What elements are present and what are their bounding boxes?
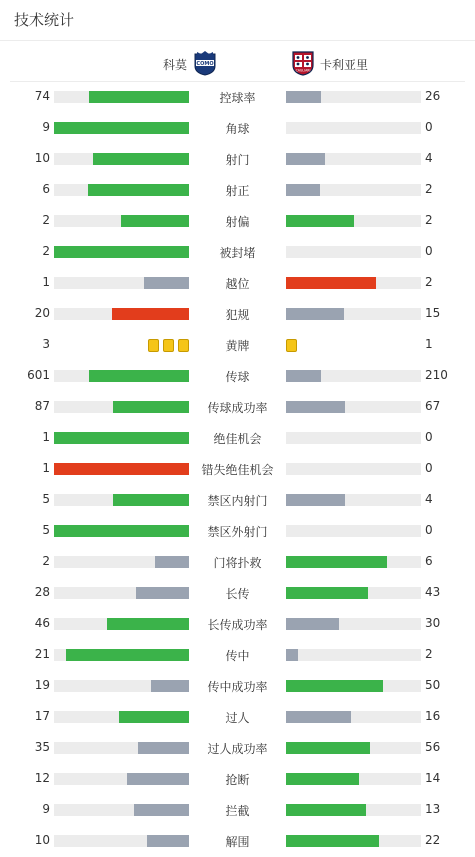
home-value: 9 <box>42 120 50 134</box>
stat-label: 门将扑救 <box>213 556 262 570</box>
stat-row <box>0 670 475 701</box>
away-value: 13 <box>425 802 441 816</box>
stat-row <box>0 391 475 422</box>
away-bar-track <box>286 556 421 568</box>
away-bar-track <box>286 153 421 165</box>
away-bar-track <box>286 463 421 475</box>
stat-row <box>0 763 475 794</box>
stat-label: 过人 <box>225 711 250 725</box>
away-bar-track <box>286 680 421 692</box>
home-value: 87 <box>34 399 50 413</box>
stats-list <box>0 81 475 856</box>
away-value: 30 <box>425 616 441 630</box>
away-bar-track <box>286 401 421 413</box>
stat-row <box>0 360 475 391</box>
stat-label: 传中 <box>225 649 250 663</box>
yellow-card-icon <box>286 339 297 352</box>
home-bar-fill <box>113 494 189 506</box>
home-bar-fill <box>54 246 189 258</box>
stat-label: 黄牌 <box>225 339 250 353</box>
home-bar-track <box>54 91 189 103</box>
stat-row <box>0 422 475 453</box>
home-bar-fill <box>138 742 189 754</box>
stat-label: 射正 <box>225 184 250 198</box>
away-value: 6 <box>425 554 433 568</box>
stat-row <box>0 484 475 515</box>
away-bar-fill <box>286 153 325 165</box>
away-value: 2 <box>425 647 433 661</box>
away-team[interactable] <box>292 50 368 79</box>
home-bar-fill <box>112 308 189 320</box>
home-value: 19 <box>34 678 50 692</box>
stat-row <box>0 267 475 298</box>
home-bar-fill <box>54 463 189 475</box>
stat-label: 长传成功率 <box>207 618 268 632</box>
home-value: 1 <box>42 461 50 475</box>
home-bar-track <box>54 835 189 847</box>
home-value: 601 <box>27 368 50 382</box>
away-bar-track <box>286 494 421 506</box>
away-value: 16 <box>425 709 441 723</box>
home-bar-track <box>54 711 189 723</box>
yellow-card-icon <box>178 339 189 352</box>
home-bar-fill <box>93 153 189 165</box>
home-yellow-cards <box>148 339 189 352</box>
away-bar-fill <box>286 618 339 630</box>
home-bar-track <box>54 277 189 289</box>
home-bar-track <box>54 618 189 630</box>
home-bar-fill <box>107 618 189 630</box>
home-value: 46 <box>34 616 50 630</box>
stat-label: 禁区内射门 <box>207 494 268 508</box>
away-bar-fill <box>286 215 354 227</box>
away-value: 14 <box>425 771 441 785</box>
home-value: 2 <box>42 213 50 227</box>
away-value: 15 <box>425 306 441 320</box>
home-bar-track <box>54 742 189 754</box>
away-bar-track <box>286 91 421 103</box>
home-bar-fill <box>113 401 189 413</box>
stat-row <box>0 112 475 143</box>
away-value: 2 <box>425 182 433 196</box>
page-title: 技术统计 <box>14 11 75 29</box>
home-bar-fill <box>54 122 189 134</box>
stat-row <box>0 453 475 484</box>
away-bar-fill <box>286 680 383 692</box>
home-value: 1 <box>42 275 50 289</box>
stat-label: 射偏 <box>225 215 250 229</box>
stat-row <box>0 143 475 174</box>
stat-label: 射门 <box>225 153 250 167</box>
away-bar-track <box>286 122 421 134</box>
home-value: 20 <box>34 306 50 320</box>
away-value: 43 <box>425 585 441 599</box>
home-value: 3 <box>42 337 50 351</box>
away-bar-track <box>286 618 421 630</box>
stat-label: 控球率 <box>219 91 256 105</box>
away-bar-fill <box>286 804 366 816</box>
home-bar-track <box>54 122 189 134</box>
stat-label: 传球成功率 <box>207 401 268 415</box>
home-bar-track <box>54 401 189 413</box>
away-value: 0 <box>425 461 433 475</box>
home-bar-fill <box>121 215 189 227</box>
home-bar-fill <box>89 370 189 382</box>
stat-row <box>0 236 475 267</box>
home-bar-track <box>54 432 189 444</box>
stat-label: 传中成功率 <box>207 680 268 694</box>
home-bar-track <box>54 556 189 568</box>
away-bar-track <box>286 835 421 847</box>
away-team-name: 卡利亚里 <box>320 58 369 72</box>
home-bar-fill <box>66 649 189 661</box>
stat-label: 解围 <box>225 835 250 849</box>
home-value: 17 <box>34 709 50 723</box>
away-logo-text: CAGLIARI <box>295 68 311 73</box>
away-bar-track <box>286 773 421 785</box>
home-bar-fill <box>144 277 189 289</box>
away-bar-fill <box>286 308 344 320</box>
away-bar-fill <box>286 835 379 847</box>
away-value: 4 <box>425 151 433 165</box>
away-bar-track <box>286 804 421 816</box>
home-bar-fill <box>88 184 189 196</box>
como-crest-icon <box>193 50 217 79</box>
stat-row <box>0 515 475 546</box>
away-value: 2 <box>425 275 433 289</box>
stat-row <box>0 329 475 360</box>
home-bar-track <box>54 649 189 661</box>
away-value: 1 <box>425 337 433 351</box>
home-value: 9 <box>42 802 50 816</box>
home-value: 1 <box>42 430 50 444</box>
home-bar-track <box>54 153 189 165</box>
home-bar-track <box>54 525 189 537</box>
away-bar-track <box>286 649 421 661</box>
home-value: 5 <box>42 492 50 506</box>
away-bar-fill <box>286 184 320 196</box>
away-value: 4 <box>425 492 433 506</box>
away-bar-track <box>286 277 421 289</box>
home-bar-fill <box>151 680 189 692</box>
away-value: 50 <box>425 678 441 692</box>
stat-row <box>0 608 475 639</box>
stat-row <box>0 205 475 236</box>
stat-label: 长传 <box>225 587 250 601</box>
away-value: 2 <box>425 213 433 227</box>
home-team-name: 科莫 <box>162 58 187 72</box>
away-bar-fill <box>286 773 359 785</box>
home-value: 35 <box>34 740 50 754</box>
home-value: 2 <box>42 554 50 568</box>
stat-row <box>0 81 475 112</box>
top-divider <box>0 40 475 41</box>
stat-label: 过人成功率 <box>207 742 268 756</box>
home-bar-track <box>54 804 189 816</box>
stat-row <box>0 174 475 205</box>
stat-label: 绝佳机会 <box>213 432 262 446</box>
stat-row <box>0 639 475 670</box>
away-bar-track <box>286 711 421 723</box>
home-bar-track <box>54 463 189 475</box>
home-logo-text: COMO <box>196 61 214 67</box>
away-bar-track <box>286 308 421 320</box>
away-value: 22 <box>425 833 441 847</box>
home-team[interactable] <box>163 50 217 79</box>
away-bar-fill <box>286 742 370 754</box>
away-value: 56 <box>425 740 441 754</box>
away-bar-track <box>286 742 421 754</box>
home-bar-track <box>54 370 189 382</box>
away-bar-track <box>286 432 421 444</box>
stat-label: 越位 <box>225 277 250 291</box>
home-bar-fill <box>89 91 189 103</box>
away-bar-fill <box>286 401 345 413</box>
home-value: 5 <box>42 523 50 537</box>
away-bar-fill <box>286 494 345 506</box>
stat-label: 抢断 <box>225 773 250 787</box>
stat-label: 禁区外射门 <box>207 525 268 539</box>
home-value: 6 <box>42 182 50 196</box>
away-bar-track <box>286 246 421 258</box>
cagliari-crest-icon <box>292 50 314 79</box>
yellow-card-icon <box>148 339 159 352</box>
home-bar-fill <box>134 804 189 816</box>
home-bar-fill <box>119 711 189 723</box>
home-value: 28 <box>34 585 50 599</box>
home-bar-fill <box>54 432 189 444</box>
home-value: 10 <box>34 833 50 847</box>
home-bar-fill <box>147 835 189 847</box>
stat-label: 角球 <box>225 122 250 136</box>
home-bar-track <box>54 184 189 196</box>
away-value: 0 <box>425 244 433 258</box>
away-bar-track <box>286 184 421 196</box>
away-bar-fill <box>286 277 376 289</box>
away-value: 0 <box>425 430 433 444</box>
away-bar-track <box>286 525 421 537</box>
away-value: 0 <box>425 120 433 134</box>
team-header <box>0 46 475 76</box>
yellow-card-icon <box>163 339 174 352</box>
home-bar-track <box>54 308 189 320</box>
stat-row <box>0 577 475 608</box>
away-bar-fill <box>286 370 321 382</box>
home-bar-track <box>54 246 189 258</box>
home-value: 2 <box>42 244 50 258</box>
away-value: 67 <box>425 399 441 413</box>
home-bar-track <box>54 494 189 506</box>
stat-label: 被封堵 <box>219 246 256 260</box>
stat-label: 拦截 <box>225 804 250 818</box>
away-bar-fill <box>286 556 387 568</box>
away-bar-fill <box>286 91 321 103</box>
home-value: 12 <box>34 771 50 785</box>
stat-row <box>0 825 475 856</box>
home-bar-fill <box>54 525 189 537</box>
home-value: 21 <box>34 647 50 661</box>
away-bar-fill <box>286 649 298 661</box>
away-bar-track <box>286 587 421 599</box>
away-value: 26 <box>425 89 441 103</box>
stat-row <box>0 732 475 763</box>
away-yellow-cards <box>286 339 297 352</box>
stat-row <box>0 701 475 732</box>
away-bar-track <box>286 370 421 382</box>
stat-label: 传球 <box>225 370 250 384</box>
away-value: 0 <box>425 523 433 537</box>
stat-label: 错失绝佳机会 <box>201 463 274 477</box>
home-bar-fill <box>155 556 189 568</box>
home-value: 10 <box>34 151 50 165</box>
home-bar-track <box>54 587 189 599</box>
stat-row <box>0 794 475 825</box>
stat-label: 犯规 <box>225 308 250 322</box>
home-bar-track <box>54 680 189 692</box>
away-bar-fill <box>286 587 368 599</box>
home-bar-track <box>54 215 189 227</box>
home-value: 74 <box>34 89 50 103</box>
away-bar-fill <box>286 711 351 723</box>
stat-row <box>0 298 475 329</box>
home-bar-fill <box>127 773 189 785</box>
stat-row <box>0 546 475 577</box>
away-value: 210 <box>425 368 448 382</box>
home-bar-fill <box>136 587 189 599</box>
home-bar-track <box>54 773 189 785</box>
away-bar-track <box>286 215 421 227</box>
